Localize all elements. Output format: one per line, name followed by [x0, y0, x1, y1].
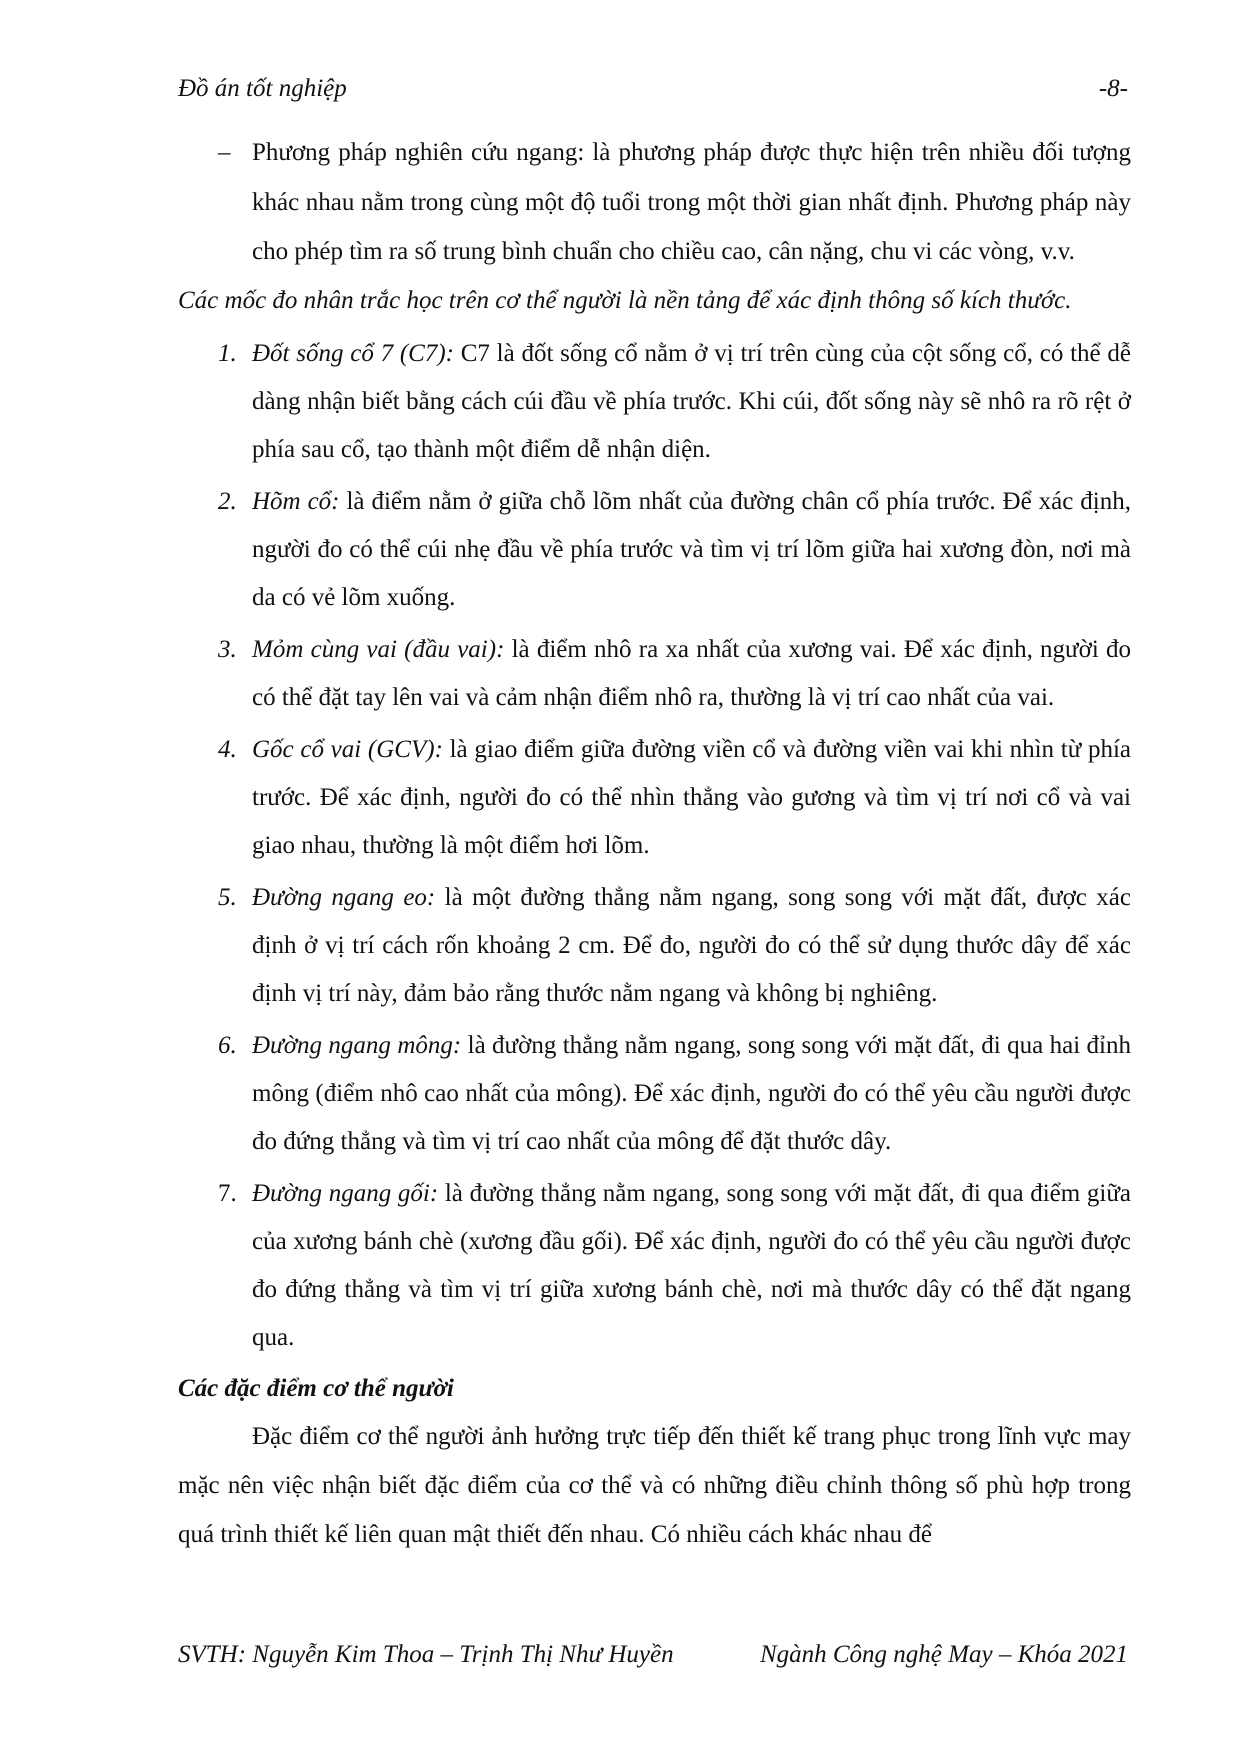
item-number: 4.	[218, 735, 237, 763]
dash-list-item	[178, 128, 1131, 277]
item-term: Đường ngang mông:	[252, 1031, 462, 1059]
section-heading: Các đặc điểm cơ thể người	[178, 1374, 454, 1402]
page-body	[178, 128, 1131, 1559]
list-item	[178, 726, 1131, 870]
item-number: 5.	[218, 883, 237, 911]
item-number: 2.	[218, 487, 237, 515]
landmark-list	[178, 330, 1131, 1362]
list-item	[178, 874, 1131, 1018]
item-text: là đường thẳng nằm ngang, song song với mặt đất, đi qua điểm giữa của xương bánh chè (xương đầu gối). Để xác định, người đo có thể yêu cầu người được đo đứng thẳng và tìm vị trí giữa xương bánh chè, nơi mà thước dây có thể đặt ngang qua.	[252, 1179, 1131, 1351]
footer-program: Ngành Công nghệ May – Khóa 2021	[759, 1641, 1128, 1668]
list-item	[178, 330, 1131, 474]
item-text: là một đường thẳng nằm ngang, song song với mặt đất, được xác định ở vị trí cách rốn khoảng 2 cm. Để đo, người đo có thể sử dụng thước dây để xác định vị trí này, đảm bảo rằng thước nằm ngang và không bị nghiêng.	[252, 883, 1131, 1007]
header-title: Đồ án tốt nghiệp	[178, 75, 347, 102]
item-number: 1.	[218, 339, 237, 367]
intro-sentence: Các mốc đo nhân trắc học trên cơ thể người là nền tảng để xác định thông số kích thước.	[178, 286, 1072, 314]
dash-marker: –	[218, 139, 231, 166]
item-text: là đường thẳng nằm ngang, song song với mặt đất, đi qua hai đỉnh mông (điểm nhô cao nhất của mông). Để xác định, người đo có thể yêu cầu người được đo đứng thẳng và tìm vị trí cao nhất của mông để đặt thước dây.	[252, 1031, 1131, 1155]
item-term: Mỏm cùng vai (đầu vai):	[252, 635, 505, 663]
item-text: là điểm nhô ra xa nhất của xương vai. Để xác định, người đo có thể đặt tay lên vai và cảm nhận điểm nhô ra, thường là vị trí cao nhất của vai.	[252, 635, 1131, 711]
item-text: là giao điểm giữa đường viền cổ và đường viền vai khi nhìn từ phía trước. Để xác định, người đo có thể nhìn thẳng vào gương và tìm vị trí nơi cổ và vai giao nhau, thường là một điểm hơi lõm.	[252, 735, 1132, 859]
item-term: Hõm cổ:	[252, 487, 340, 515]
item-term: Gốc cổ vai (GCV):	[252, 735, 443, 763]
item-term: Đường ngang eo:	[252, 883, 436, 911]
list-item	[178, 1022, 1131, 1166]
footer-authors: SVTH: Nguyễn Kim Thoa – Trịnh Thị Như Huyền	[178, 1641, 674, 1668]
section-paragraph: Đặc điểm cơ thể người ảnh hưởng trực tiếp đến thiết kế trang phục trong lĩnh vực may mặc nên việc nhận biết đặc điểm của cơ thể và có những điều chỉnh thông số phù hợp trong quá trình thiết kế liên quan mật thiết đến nhau. Có nhiều cách khác nhau để	[178, 1422, 1131, 1548]
item-number: 7.	[218, 1179, 237, 1207]
list-item	[178, 478, 1131, 622]
page-number: -8-	[1098, 75, 1128, 102]
item-term: Đốt sống cổ 7 (C7):	[252, 339, 454, 367]
item-term: Đường ngang gối:	[252, 1179, 439, 1207]
dash-item-text: Phương pháp nghiên cứu ngang: là phương pháp được thực hiện trên nhiều đối tượng khác nhau nằm trong cùng một độ tuổi trong một thời gian nhất định. Phương pháp này cho phép tìm ra số trung bình chuẩn cho chiều cao, cân nặng, chu vi các vòng, v.v.	[252, 139, 1131, 265]
list-item	[178, 1170, 1131, 1362]
item-text: C7 là đốt sống cổ nằm ở vị trí trên cùng của cột sống cổ, có thể dễ dàng nhận biết bằng cách cúi đầu về phía trước. Khi cúi, đốt sống này sẽ nhô ra rõ rệt ở phía sau cổ, tạo thành một điểm dễ nhận diện.	[252, 339, 1131, 463]
item-number: 6.	[218, 1031, 237, 1059]
list-item	[178, 626, 1131, 722]
item-text: là điểm nằm ở giữa chỗ lõm nhất của đường chân cổ phía trước. Để xác định, người đo có thể cúi nhẹ đầu về phía trước và tìm vị trí lõm giữa hai xương đòn, nơi mà da có vẻ lõm xuống.	[252, 487, 1131, 611]
item-number: 3.	[218, 635, 237, 663]
